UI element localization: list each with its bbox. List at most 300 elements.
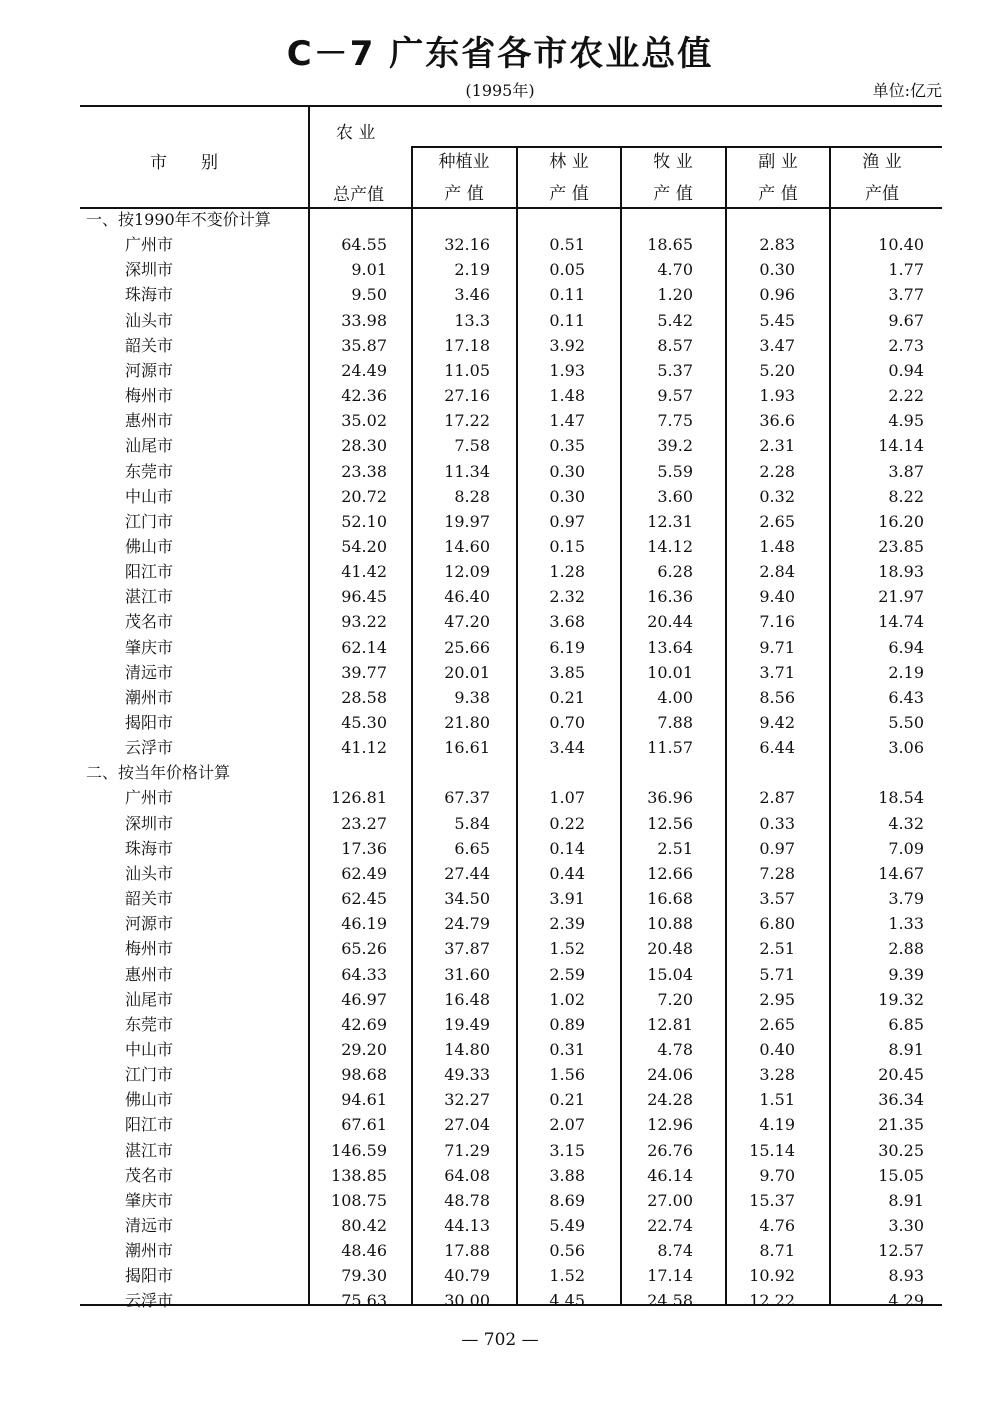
value-cell: 5.59 (657, 461, 693, 481)
header-total-top: 农 业 (336, 123, 376, 143)
value-cell: 3.87 (888, 461, 924, 481)
city-name: 韶关市 (125, 335, 174, 355)
value-cell: 15.37 (749, 1190, 795, 1210)
value-cell: 15.05 (878, 1165, 924, 1185)
value-cell: 146.59 (331, 1140, 387, 1160)
header-livestock (621, 146, 725, 210)
value-cell: 3.47 (759, 335, 795, 355)
value-cell: 46.97 (341, 989, 387, 1009)
header-fishery-top: 渔 业 (862, 152, 902, 172)
value-cell: 5.20 (759, 360, 795, 380)
value-cell: 5.42 (657, 310, 693, 330)
value-cell: 62.14 (341, 637, 387, 657)
value-cell: 1.20 (657, 285, 693, 305)
city-name: 汕头市 (125, 310, 174, 330)
value-cell: 71.29 (444, 1140, 490, 1160)
city-name: 阳江市 (125, 1115, 174, 1135)
value-cell: 8.93 (888, 1266, 924, 1286)
table-row (80, 636, 942, 660)
value-cell: 7.88 (657, 713, 693, 732)
table-row (80, 711, 942, 735)
value-cell: 36.6 (759, 411, 795, 431)
value-cell: 0.32 (759, 486, 795, 506)
table-row (80, 1189, 942, 1213)
value-cell: 7.75 (657, 411, 693, 431)
header-planting-bottom: 产 值 (444, 184, 484, 204)
value-cell: 46.40 (444, 587, 490, 607)
value-cell: 40.79 (444, 1266, 490, 1286)
table-row (80, 1289, 942, 1313)
city-name: 清远市 (125, 662, 174, 682)
table-row (80, 485, 942, 509)
city-name: 汕尾市 (125, 989, 174, 1009)
value-cell: 3.60 (657, 486, 693, 506)
value-cell: 64.08 (444, 1165, 490, 1185)
value-cell: 65.26 (341, 939, 387, 959)
value-cell: 10.88 (647, 914, 693, 934)
table-row (80, 812, 942, 836)
value-cell: 20.01 (444, 662, 490, 682)
city-name: 佛山市 (125, 536, 174, 556)
value-cell: 7.16 (759, 612, 795, 632)
value-cell: 16.61 (444, 738, 490, 758)
city-name: 云浮市 (125, 1291, 174, 1311)
value-cell: 1.48 (759, 536, 795, 556)
value-cell: 15.14 (749, 1140, 795, 1160)
value-cell: 10.40 (878, 235, 924, 255)
value-cell: 16.20 (878, 511, 924, 531)
value-cell: 3.06 (888, 738, 924, 758)
value-cell: 126.81 (331, 788, 387, 808)
value-cell: 13.3 (454, 310, 490, 330)
value-cell: 34.50 (444, 889, 490, 909)
value-cell: 5.50 (888, 713, 924, 732)
table-row (80, 786, 942, 810)
value-cell: 1.51 (759, 1090, 795, 1110)
value-cell: 12.22 (749, 1291, 795, 1311)
value-cell: 20.72 (341, 486, 387, 506)
value-cell: 2.73 (888, 335, 924, 355)
value-cell: 12.96 (647, 1115, 693, 1135)
city-name: 潮州市 (125, 1241, 174, 1261)
value-cell: 2.19 (454, 260, 490, 280)
value-cell: 3.28 (759, 1065, 795, 1085)
value-cell: 0.30 (549, 461, 585, 481)
city-name: 云浮市 (125, 738, 174, 758)
value-cell: 21.35 (878, 1115, 924, 1135)
value-cell: 46.19 (341, 914, 387, 934)
table-row (80, 434, 942, 458)
value-cell: 23.38 (341, 461, 387, 481)
table-row (80, 1214, 942, 1238)
value-cell: 19.49 (444, 1014, 490, 1034)
page-number: — 702 — (461, 1330, 539, 1350)
value-cell: 14.60 (444, 536, 490, 556)
value-cell: 80.42 (341, 1216, 387, 1235)
table-row (80, 610, 942, 634)
value-cell: 14.67 (878, 863, 924, 883)
value-cell: 3.68 (549, 612, 585, 632)
value-cell: 8.74 (657, 1241, 693, 1261)
value-cell: 48.78 (444, 1190, 490, 1210)
city-name: 湛江市 (125, 587, 174, 607)
value-cell: 0.14 (549, 838, 585, 858)
value-cell: 2.51 (759, 939, 795, 959)
value-cell: 2.95 (759, 989, 795, 1009)
value-cell: 8.22 (888, 486, 924, 506)
table-row (80, 1239, 942, 1263)
value-cell: 24.06 (647, 1065, 693, 1085)
table-row (80, 359, 942, 383)
city-name: 肇庆市 (125, 1190, 174, 1210)
value-cell: 54.20 (341, 536, 387, 556)
city-name: 惠州市 (125, 964, 174, 984)
value-cell: 5.45 (759, 310, 795, 330)
table-row (80, 1113, 942, 1137)
table-row (80, 1164, 942, 1188)
table-row (80, 963, 942, 987)
value-cell: 2.87 (759, 788, 795, 808)
value-cell: 26.76 (647, 1140, 693, 1160)
value-cell: 11.34 (444, 461, 490, 481)
city-name: 韶关市 (125, 889, 174, 909)
value-cell: 4.95 (888, 411, 924, 431)
value-cell: 9.70 (759, 1165, 795, 1185)
city-name: 珠海市 (125, 285, 174, 305)
value-cell: 9.57 (657, 386, 693, 406)
value-cell: 8.91 (888, 1190, 924, 1210)
value-cell: 0.97 (549, 511, 585, 531)
value-cell: 67.37 (444, 788, 490, 808)
value-cell: 0.97 (759, 838, 795, 858)
value-cell: 32.27 (444, 1090, 490, 1110)
header-sideline (726, 146, 830, 210)
value-cell: 7.28 (759, 863, 795, 883)
table-row (80, 937, 942, 961)
value-cell: 5.37 (657, 360, 693, 380)
value-cell: 0.51 (549, 235, 585, 255)
value-cell: 2.65 (759, 1014, 795, 1034)
value-cell: 36.96 (647, 788, 693, 808)
value-cell: 67.61 (341, 1115, 387, 1135)
value-cell: 5.84 (454, 813, 490, 833)
header-planting-top: 种植业 (438, 152, 490, 172)
value-cell: 30.00 (444, 1291, 490, 1311)
city-name: 广州市 (125, 235, 174, 255)
value-cell: 108.75 (331, 1190, 387, 1210)
value-cell: 94.61 (341, 1090, 387, 1110)
table-row (80, 384, 942, 408)
header-livestock-top: 牧 业 (653, 152, 693, 172)
value-cell: 18.93 (878, 562, 924, 582)
value-cell: 27.16 (444, 386, 490, 406)
city-name: 东莞市 (125, 1014, 174, 1034)
value-cell: 35.02 (341, 411, 387, 431)
value-cell: 6.44 (759, 738, 795, 758)
value-cell: 0.40 (759, 1039, 795, 1059)
city-name: 佛山市 (125, 1090, 174, 1110)
table-row (80, 510, 942, 534)
value-cell: 17.22 (444, 411, 490, 431)
value-cell: 18.54 (878, 788, 924, 808)
value-cell: 2.88 (888, 939, 924, 959)
value-cell: 0.21 (549, 687, 585, 707)
header-forestry-bottom: 产 值 (549, 184, 589, 204)
city-name: 珠海市 (125, 838, 174, 858)
value-cell: 41.12 (341, 738, 387, 758)
city-name: 湛江市 (125, 1140, 174, 1160)
table-row (80, 1063, 942, 1087)
section-row (80, 761, 942, 785)
header-livestock-bottom: 产 值 (653, 184, 693, 204)
value-cell: 93.22 (341, 612, 387, 632)
city-name: 广州市 (125, 788, 174, 808)
value-cell: 13.64 (647, 637, 693, 657)
value-cell: 11.05 (444, 360, 490, 380)
value-cell: 0.21 (549, 1090, 585, 1110)
value-cell: 36.34 (878, 1090, 924, 1110)
value-cell: 47.20 (444, 612, 490, 632)
value-cell: 62.45 (341, 889, 387, 909)
header-planting (412, 146, 516, 210)
table-row (80, 862, 942, 886)
value-cell: 8.56 (759, 687, 795, 707)
value-cell: 21.80 (444, 713, 490, 732)
table-row (80, 309, 942, 333)
value-cell: 3.30 (888, 1216, 924, 1235)
city-name: 深圳市 (125, 260, 174, 280)
value-cell: 0.33 (759, 813, 795, 833)
value-cell: 42.36 (341, 386, 387, 406)
value-cell: 2.32 (549, 587, 585, 607)
value-cell: 33.98 (341, 310, 387, 330)
header-sideline-bottom: 产 值 (758, 184, 798, 204)
value-cell: 98.68 (341, 1065, 387, 1085)
value-cell: 0.31 (549, 1039, 585, 1059)
table-top-rule (80, 105, 942, 107)
value-cell: 32.16 (444, 235, 490, 255)
value-cell: 0.15 (549, 536, 585, 556)
value-cell: 12.66 (647, 863, 693, 883)
value-cell: 42.69 (341, 1014, 387, 1034)
value-cell: 3.88 (549, 1165, 585, 1185)
value-cell: 2.31 (759, 436, 795, 456)
value-cell: 4.70 (657, 260, 693, 280)
value-cell: 45.30 (341, 713, 387, 732)
value-cell: 0.35 (549, 436, 585, 456)
value-cell: 0.11 (549, 285, 585, 305)
value-cell: 52.10 (341, 511, 387, 531)
header-total-bottom: 总产值 (333, 185, 384, 205)
value-cell: 7.20 (657, 989, 693, 1009)
value-cell: 11.57 (647, 738, 693, 758)
table-row (80, 409, 942, 433)
value-cell: 31.60 (444, 964, 490, 984)
value-cell: 2.07 (549, 1115, 585, 1135)
value-cell: 1.93 (759, 386, 795, 406)
city-name: 河源市 (125, 360, 174, 380)
city-name: 江门市 (125, 511, 174, 531)
value-cell: 96.45 (341, 587, 387, 607)
value-cell: 17.36 (341, 838, 387, 858)
table-row (80, 334, 942, 358)
value-cell: 24.58 (647, 1291, 693, 1311)
value-cell: 2.28 (759, 461, 795, 481)
value-cell: 0.30 (549, 486, 585, 506)
city-name: 东莞市 (125, 461, 174, 481)
value-cell: 21.97 (878, 587, 924, 607)
value-cell: 5.49 (549, 1216, 585, 1235)
value-cell: 39.77 (341, 662, 387, 682)
value-cell: 6.85 (888, 1014, 924, 1034)
city-name: 茂名市 (125, 612, 174, 632)
value-cell: 4.00 (657, 687, 693, 707)
value-cell: 3.57 (759, 889, 795, 909)
table-row (80, 887, 942, 911)
value-cell: 1.56 (549, 1065, 585, 1085)
value-cell: 27.44 (444, 863, 490, 883)
table-row (80, 258, 942, 282)
value-cell: 19.32 (878, 989, 924, 1009)
value-cell: 4.78 (657, 1039, 693, 1059)
value-cell: 23.27 (341, 813, 387, 833)
table-row (80, 1013, 942, 1037)
value-cell: 2.59 (549, 964, 585, 984)
value-cell: 17.14 (647, 1266, 693, 1286)
value-cell: 3.77 (888, 285, 924, 305)
value-cell: 9.42 (759, 713, 795, 732)
value-cell: 44.13 (444, 1216, 490, 1235)
table-row (80, 912, 942, 936)
table-row (80, 283, 942, 307)
value-cell: 6.43 (888, 687, 924, 707)
value-cell: 28.58 (341, 687, 387, 707)
value-cell: 12.57 (878, 1241, 924, 1261)
value-cell: 1.28 (549, 562, 585, 582)
value-cell: 4.29 (888, 1291, 924, 1311)
value-cell: 1.52 (549, 939, 585, 959)
value-cell: 24.79 (444, 914, 490, 934)
value-cell: 3.15 (549, 1140, 585, 1160)
value-cell: 1.33 (888, 914, 924, 934)
value-cell: 16.68 (647, 889, 693, 909)
value-cell: 27.04 (444, 1115, 490, 1135)
section-title: 一、按1990年不变价计算 (86, 210, 271, 229)
value-cell: 0.89 (549, 1014, 585, 1034)
value-cell: 4.19 (759, 1115, 795, 1135)
value-cell: 9.38 (454, 687, 490, 707)
value-cell: 17.18 (444, 335, 490, 355)
value-cell: 19.97 (444, 511, 490, 531)
value-cell: 1.93 (549, 360, 585, 380)
value-cell: 1.52 (549, 1266, 585, 1286)
table-row (80, 1038, 942, 1062)
value-cell: 2.65 (759, 511, 795, 531)
city-name: 肇庆市 (125, 637, 174, 657)
table-row (80, 736, 942, 760)
table-row (80, 460, 942, 484)
value-cell: 20.48 (647, 939, 693, 959)
value-cell: 8.91 (888, 1039, 924, 1059)
value-cell: 18.65 (647, 235, 693, 255)
value-cell: 12.81 (647, 1014, 693, 1034)
city-name: 梅州市 (125, 939, 174, 959)
value-cell: 1.48 (549, 386, 585, 406)
header-forestry-top: 林 业 (549, 152, 589, 172)
value-cell: 3.44 (549, 738, 585, 758)
value-cell: 75.63 (341, 1291, 387, 1311)
city-name: 阳江市 (125, 562, 174, 582)
table-row (80, 560, 942, 584)
value-cell: 64.55 (341, 235, 387, 255)
value-cell: 2.22 (888, 386, 924, 406)
value-cell: 37.87 (444, 939, 490, 959)
value-cell: 24.49 (341, 360, 387, 380)
value-cell: 1.47 (549, 411, 585, 431)
city-name: 茂名市 (125, 1165, 174, 1185)
value-cell: 6.80 (759, 914, 795, 934)
value-cell: 9.67 (888, 310, 924, 330)
value-cell: 0.96 (759, 285, 795, 305)
city-name: 中山市 (125, 1039, 174, 1059)
value-cell: 15.04 (647, 964, 693, 984)
value-cell: 14.80 (444, 1039, 490, 1059)
value-cell: 29.20 (341, 1039, 387, 1059)
value-cell: 14.14 (878, 436, 924, 456)
value-cell: 9.50 (351, 285, 387, 305)
value-cell: 2.19 (888, 662, 924, 682)
value-cell: 25.66 (444, 637, 490, 657)
value-cell: 8.71 (759, 1241, 795, 1261)
value-cell: 3.85 (549, 662, 585, 682)
value-cell: 12.56 (647, 813, 693, 833)
value-cell: 22.74 (647, 1216, 693, 1235)
value-cell: 138.85 (331, 1165, 387, 1185)
city-name: 惠州市 (125, 411, 174, 431)
value-cell: 9.01 (351, 260, 387, 280)
unit-label: 单位:亿元 (872, 81, 942, 100)
table-row (80, 661, 942, 685)
value-cell: 12.09 (444, 562, 490, 582)
city-name: 深圳市 (125, 813, 174, 833)
value-cell: 4.45 (549, 1291, 585, 1311)
value-cell: 3.91 (549, 889, 585, 909)
table-row (80, 988, 942, 1012)
table-row (80, 585, 942, 609)
city-name: 汕头市 (125, 863, 174, 883)
table-row (80, 233, 942, 257)
value-cell: 1.77 (888, 260, 924, 280)
value-cell: 0.94 (888, 360, 924, 380)
value-cell: 9.71 (759, 637, 795, 657)
value-cell: 41.42 (341, 562, 387, 582)
value-cell: 6.28 (657, 562, 693, 582)
city-name: 汕尾市 (125, 436, 174, 456)
value-cell: 2.83 (759, 235, 795, 255)
section-row (80, 208, 942, 232)
value-cell: 6.19 (549, 637, 585, 657)
value-cell: 2.51 (657, 838, 693, 858)
value-cell: 8.28 (454, 486, 490, 506)
value-cell: 24.28 (647, 1090, 693, 1110)
value-cell: 3.46 (454, 285, 490, 305)
value-cell: 48.46 (341, 1241, 387, 1261)
value-cell: 17.88 (444, 1241, 490, 1261)
year-label: (1995年) (465, 81, 535, 100)
value-cell: 8.57 (657, 335, 693, 355)
value-cell: 1.07 (549, 788, 585, 808)
table-row (80, 686, 942, 710)
